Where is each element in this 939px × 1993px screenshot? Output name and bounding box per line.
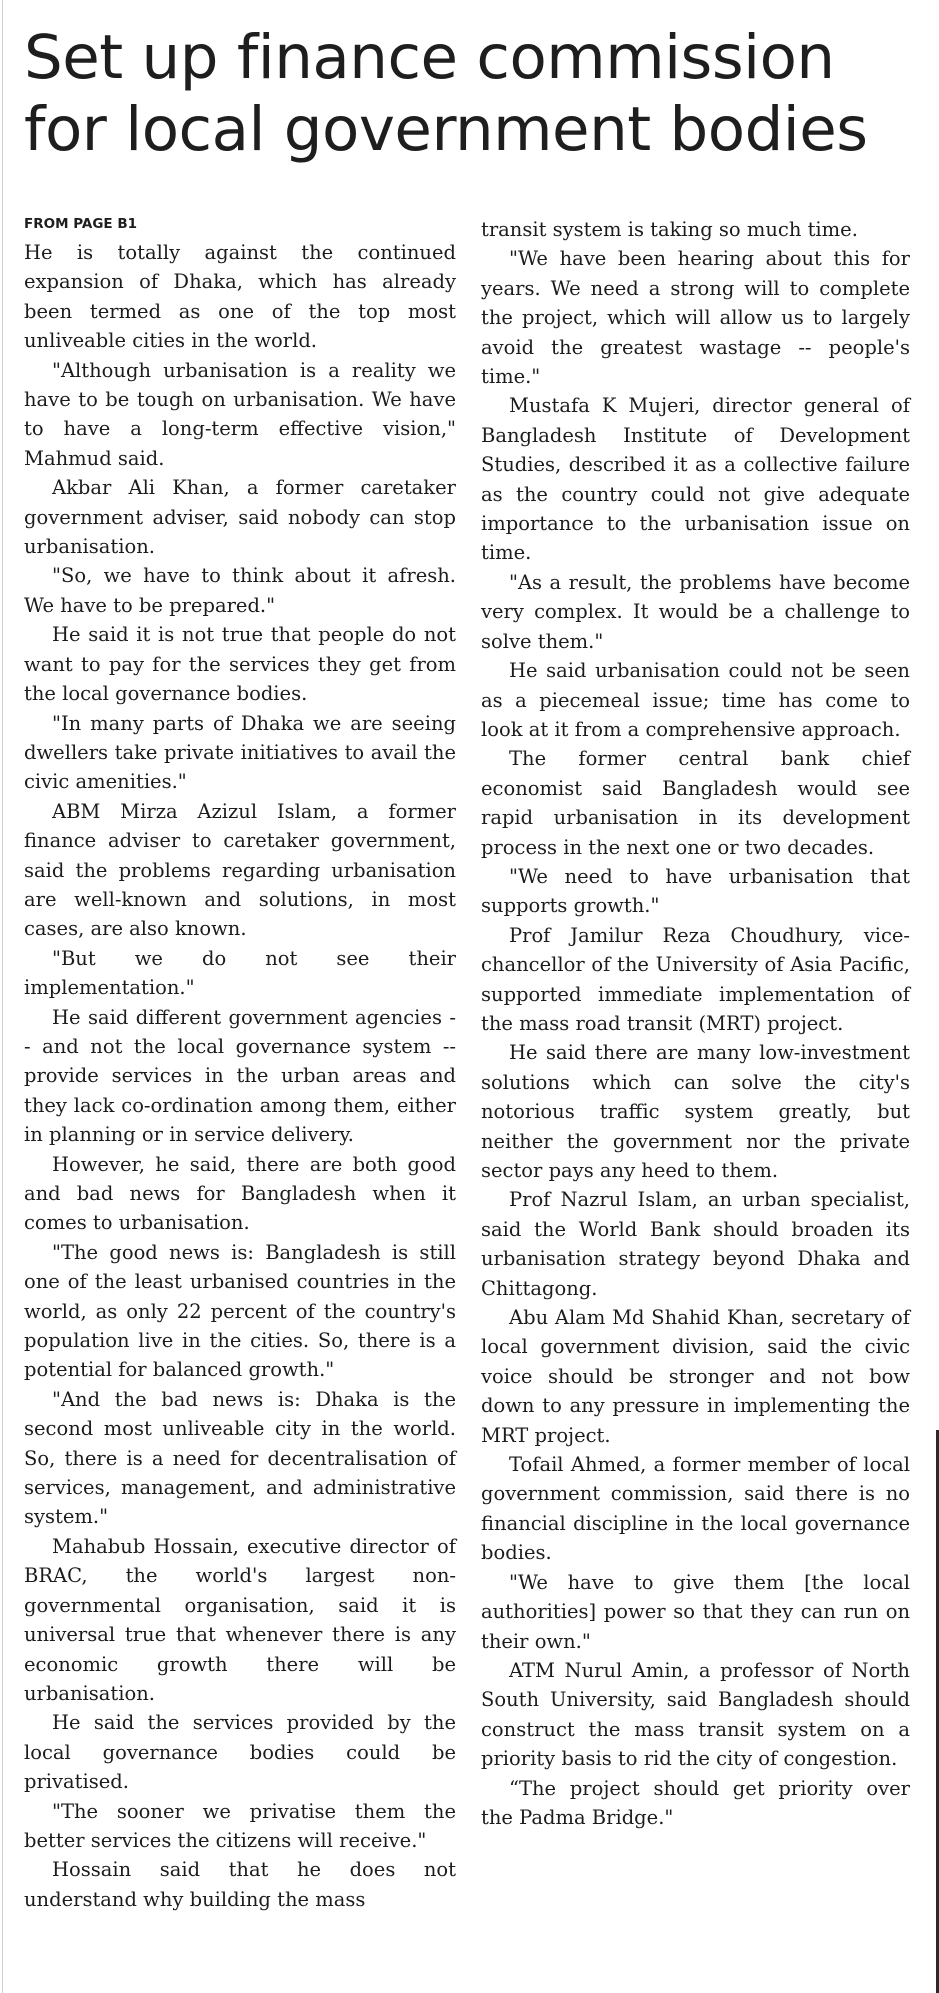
paragraph: "But we do not see their implementation." — [24, 946, 456, 1000]
paragraph: "We have been hearing about this for years. We need a strong will to complete the project, which will allow us to largely avoid the greatest wastage -- people's time." — [481, 247, 910, 389]
paragraph: "The good news is: Bangladesh is still one of the least urbanised countries in the world, as only 22 percent of the country's population live in the cities. So, there is a potential for balanced growth." — [24, 1240, 456, 1382]
paragraph: Abu Alam Md Shahid Khan, secretary of local government division, said the civic voice should be stronger and not bow down to any pressure in implementing the MRT project. — [481, 1306, 910, 1447]
paragraph: He said the services provided by the local governance bodies could be privatised. — [24, 1711, 456, 1794]
paragraph: “The project should get priority over the Padma Bridge." — [481, 1776, 910, 1829]
paragraph: ABM Mirza Azizul Islam, a former finance adviser to caretaker government, said the problems regarding urbanisation are well-known and solutions, in most cases, are also known. — [24, 799, 456, 941]
paragraph: "We have to give them [the local authorities] power so that they can run on their own." — [481, 1570, 910, 1653]
paragraph: Prof Jamilur Reza Choudhury, vice-chancellor of the University of Asia Pacific, supported immediate implementation of the mass road transit (MRT) project. — [481, 923, 910, 1035]
article-column-left — [24, 238, 456, 1914]
dateline: FROM PAGE B1 — [24, 216, 138, 232]
paragraph-continuation: transit system is taking so much time. — [481, 218, 858, 241]
paragraph: "As a result, the problems have become very complex. It would be a challenge to solve them." — [481, 570, 910, 653]
paragraph: "We need to have urbanisation that supports growth." — [481, 864, 910, 918]
paragraph: He said it is not true that people do not want to pay for the services they get from the local governance bodies. — [24, 623, 456, 706]
paragraph: Hossain said that he does not understand why building the mass — [24, 1858, 456, 1911]
headline-line-2: for local government bodies — [24, 94, 868, 165]
paragraph: He said urbanisation could not be seen as a piecemeal issue; time has come to look at it from a comprehensive approach. — [481, 659, 910, 741]
headline-line-1: Set up finance commission — [24, 22, 835, 93]
page-edge-rule — [2, 0, 3, 1993]
paragraph: Prof Nazrul Islam, an urban specialist, said the World Bank should broaden its urbanisation strategy beyond Dhaka and Chittagong. — [481, 1188, 910, 1300]
paragraph: Mustafa K Mujeri, director general of Bangladesh Institute of Development Studies, described it as a collective failure as the country could not give adequate importance to the urbanisation issue on time. — [481, 394, 910, 565]
paragraph: ATM Nurul Amin, a professor of North South University, said Bangladesh should construct the mass transit system on a priority basis to rid the city of congestion. — [481, 1658, 910, 1771]
paragraph: "Although urbanisation is a reality we have to be tough on urbanisation. We have to have a long-term effective vision," Mahmud said. — [24, 358, 456, 470]
paragraph: "And the bad news is: Dhaka is the second most unliveable city in the world. So, there is a need for decentralisation of services, management, and administrative system." — [24, 1387, 456, 1529]
paragraph: "So, we have to think about it afresh. We have to be prepared." — [24, 564, 456, 617]
paragraph: He is totally against the continued expansion of Dhaka, which has already been termed as one of the top most unliveable cities in the world. — [24, 241, 456, 353]
paragraph: Tofail Ahmed, a former member of local government commission, said there is no financial discipline in the local governance bodies. — [481, 1453, 910, 1565]
paragraph: Akbar Ali Khan, a former caretaker government adviser, said nobody can stop urbanisation. — [24, 476, 456, 559]
headline — [24, 22, 929, 166]
paragraph: However, he said, there are both good and bad news for Bangladesh when it comes to urbanisation. — [24, 1152, 456, 1235]
paragraph: "In many parts of Dhaka we are seeing dwellers take private initiatives to avail the civic amenities." — [24, 711, 456, 794]
paragraph: Mahabub Hossain, executive director of BRAC, the world's largest non-governmental organisation, said it is universal true that whenever there is any economic growth there will be urbanisation. — [24, 1534, 456, 1705]
paragraph: He said there are many low-investment solutions which can solve the city's notorious traffic system greatly, but neither the government nor the private sector pays any heed to them. — [481, 1041, 910, 1182]
paragraph: He said different government agencies -- and not the local governance system -- provide services in the urban areas and they lack co-ordination among them, either in planning or in service delivery. — [24, 1005, 456, 1147]
article-column-right — [481, 215, 910, 1832]
paragraph: The former central bank chief economist said Bangladesh would see rapid urbanisation in its development process in the next one or two decades. — [481, 747, 910, 859]
paragraph: "The sooner we privatise them the better services the citizens will receive." — [24, 1799, 456, 1852]
